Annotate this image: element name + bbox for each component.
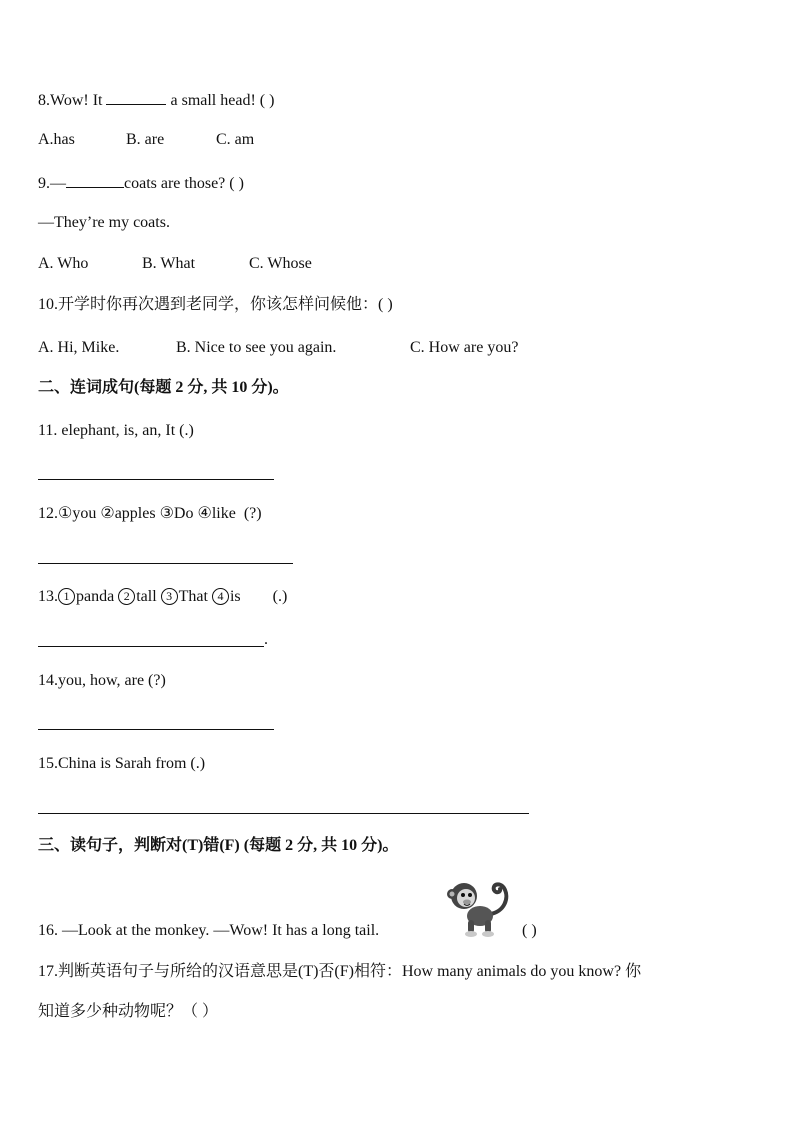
q12-word-2: apples [114,505,156,522]
q13-word-3: That [178,588,208,605]
question-9 [38,171,244,194]
q12-word-1: you [72,505,97,522]
q13-end: (.) [272,588,288,605]
q16-answer-paren[interactable]: ( ) [522,922,537,939]
q13-number: 13. [38,588,58,605]
q9-option-b[interactable]: B. What [142,255,196,272]
section-2-title: 二、连词成句(每题 2 分, 共 10 分)。 [38,379,289,396]
monkey-icon [446,876,512,938]
q8-blank[interactable] [106,88,166,105]
q13-line-end: . [264,631,268,648]
q13-circle-1: 1 [58,588,75,605]
q14-answer-line[interactable] [38,729,274,730]
q12-number: 12. [38,505,58,522]
q8-suffix: a small head! ( ) [170,92,275,109]
q9-option-c[interactable]: C. Whose [249,255,312,272]
q12-circle-4: ④ [197,505,212,522]
question-13 [38,587,287,607]
q13-word-1: panda [76,588,115,605]
q13-answer-line[interactable] [38,646,264,647]
q11-answer-line[interactable] [38,479,274,480]
q9-blank[interactable] [66,171,124,188]
question-15: 15.China is Sarah from (.) [38,755,206,772]
question-10: 10.开学时你再次遇到老同学，你该怎样问候他：( ) [38,296,393,313]
q9-prefix: 9.— [38,175,66,192]
q13-word-2: tall [136,588,157,605]
section-3-title: 三、读句子，判断对(T)错(F) (每题 2 分, 共 10 分)。 [38,837,399,854]
q10-option-c[interactable]: C. How are you? [410,339,519,356]
question-8 [38,88,274,111]
q8-option-c[interactable]: C. am [216,131,255,148]
question-17-line-1: 17.判断英语句子与所给的汉语意思是(T)否(F)相符：How many animals do you know? 你 [38,963,642,980]
q12-word-4: like [211,505,236,522]
q12-circle-2: ② [100,505,115,522]
q9-option-a[interactable]: A. Who [38,255,89,272]
q8-option-b[interactable]: B. are [126,131,165,148]
question-17-line-2: 知道多少种动物呢？（ ） [38,1003,219,1020]
question-12 [38,504,262,524]
q9-suffix: coats are those? ( ) [124,175,244,192]
q12-circle-3: ③ [159,505,174,522]
q13-circle-3: 3 [161,588,178,605]
question-16: 16. —Look at the monkey. —Wow! It has a long tail. [38,922,380,939]
q8-prefix: 8.Wow! It [38,92,103,109]
question-11: 11. elephant, is, an, It (.) [38,422,194,439]
q12-circle-1: ① [58,505,73,522]
q9-reply: —They’re my coats. [38,214,170,231]
q12-end: (?) [243,505,262,522]
q15-answer-line[interactable] [38,813,529,814]
q13-circle-2: 2 [118,588,135,605]
q8-option-a[interactable]: A.has [38,131,75,148]
question-14: 14.you, how, are (?) [38,672,166,689]
q13-circle-4: 4 [212,588,229,605]
q10-option-b[interactable]: B. Nice to see you again. [176,339,337,356]
q12-answer-line[interactable] [38,563,293,564]
q12-word-3: Do [173,505,194,522]
q13-word-4: is [229,588,241,605]
q10-option-a[interactable]: A. Hi, Mike. [38,339,120,356]
